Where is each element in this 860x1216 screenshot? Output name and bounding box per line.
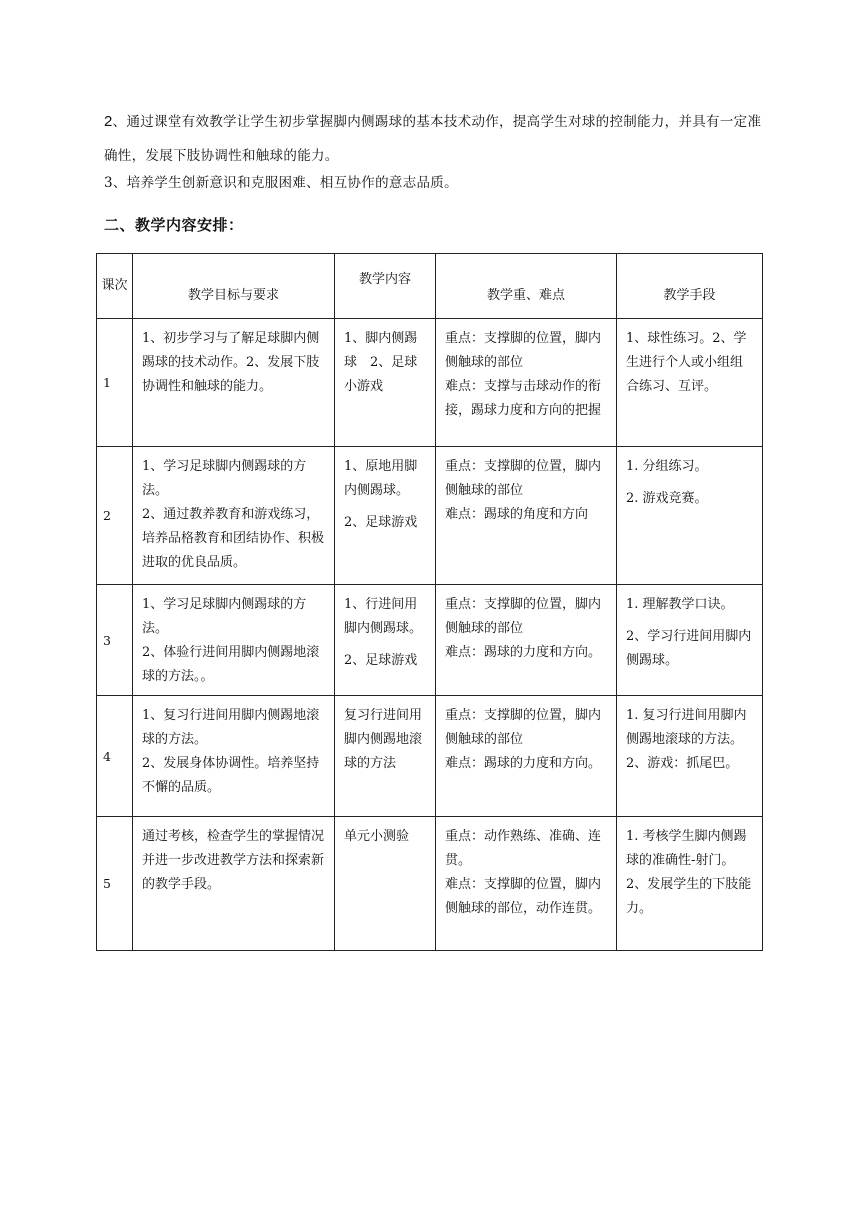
content-line: 1、行进间用脚内侧踢球。	[344, 597, 423, 636]
table-row	[97, 696, 763, 817]
methods-line: 1. 理解教学口诀。	[626, 597, 734, 612]
objective-paragraph-2	[104, 105, 764, 173]
goals-line: 2、体验行进间用脚内侧踢地滚球的方法。。	[142, 645, 320, 684]
lesson-number-cell	[97, 696, 133, 817]
goals-cell	[133, 817, 335, 951]
goals-line: 通过考核，检查学生的掌握情况并进一步改进教学方法和探索新的教学手段。	[142, 829, 325, 892]
keypoints-line: 重点：支撑脚的位置，脚内侧触球的部位	[445, 708, 602, 747]
keypoints-line: 难点：支撑与击球动作的衔接，踢球力度和方向的把握	[445, 379, 602, 418]
content-cell	[335, 585, 436, 696]
goals-cell	[133, 585, 335, 696]
objective-text: 、通过课堂有效教学让学生初步掌握脚内侧踢球的基本技术动作，提高学生对球的控制能力，并具有一定准确性，发展下肢协调性和触球的能力。	[104, 114, 762, 164]
methods-line: 1. 分组练习。	[626, 459, 708, 474]
lesson-number: 5	[103, 876, 111, 891]
methods-cell	[617, 585, 763, 696]
content-cell	[335, 447, 436, 585]
keypoints-cell	[436, 817, 617, 951]
keypoints-cell	[436, 447, 617, 585]
lesson-number-cell	[97, 817, 133, 951]
methods-line: 1. 复习行进间用脚内侧踢地滚球的方法。2、游戏：抓尾巴。	[626, 708, 747, 771]
content-cell	[335, 696, 436, 817]
methods-line: 1、球性练习。2、学生进行个人或小组组合练习、互评。	[626, 331, 747, 394]
content-line: 单元小测验	[344, 829, 410, 844]
keypoints-line: 难点：踢球的力度和方向。	[445, 645, 602, 660]
goals-cell	[133, 696, 335, 817]
lesson-number: 4	[103, 748, 111, 764]
goals-cell	[133, 447, 335, 585]
methods-line: 2. 游戏竞赛。	[626, 491, 708, 506]
methods-cell	[617, 447, 763, 585]
keypoints-line: 重点：支撑脚的位置，脚内侧触球的部位	[445, 331, 602, 370]
goals-line: 1、学习足球脚内侧踢球的方法。	[142, 597, 307, 636]
goals-line: 2、发展身体协调性。培养坚持不懈的品质。	[142, 756, 320, 795]
goals-line: 1、初步学习与了解足球脚内侧踢球的技术动作。2、发展下肢协调性和触球的能力。	[142, 331, 320, 394]
methods-cell	[617, 696, 763, 817]
methods-line: 2、学习行进间用脚内侧踢球。	[626, 629, 752, 668]
content-line: 1、原地用脚内侧踢球。	[344, 459, 418, 498]
content-line: 复习行进间用脚内侧踢地滚球的方法	[344, 708, 423, 771]
lesson-number: 2	[103, 508, 111, 523]
objective-paragraph-3: 3、培养学生创新意识和克服困难、相互协作的意志品质。	[104, 175, 458, 191]
objective-number: 2	[104, 113, 113, 130]
content-line: 1、脚内侧踢球 2、足球小游戏	[344, 331, 418, 394]
methods-cell	[617, 319, 763, 447]
table-row	[97, 319, 763, 447]
goals-line: 1、学习足球脚内侧踢球的方法。	[142, 459, 307, 498]
content-line: 2、足球游戏	[344, 653, 418, 668]
table-row	[97, 585, 763, 696]
header-lesson: 课次	[97, 254, 133, 319]
content-cell	[335, 817, 436, 951]
lesson-number: 3	[103, 632, 111, 648]
keypoints-line: 重点：动作熟练、准确、连贯。	[445, 829, 602, 868]
table-header-row	[97, 254, 763, 319]
lesson-number-cell	[97, 447, 133, 585]
header-keypoints: 教学重、难点	[436, 254, 617, 319]
goals-line: 1、复习行进间用脚内侧踢地滚球的方法。	[142, 708, 320, 747]
table-row	[97, 817, 763, 951]
keypoints-cell	[436, 585, 617, 696]
keypoints-line: 难点：踢球的角度和方向	[445, 507, 589, 522]
lesson-number-cell	[97, 585, 133, 696]
header-goals: 教学目标与要求	[133, 254, 335, 319]
goals-cell	[133, 319, 335, 447]
lesson-plan-table	[96, 253, 763, 951]
lesson-number: 1	[103, 375, 111, 390]
keypoints-cell	[436, 696, 617, 817]
keypoints-line: 重点：支撑脚的位置，脚内侧触球的部位	[445, 459, 602, 498]
header-methods: 教学手段	[617, 254, 763, 319]
goals-line: 2、通过教养教育和游戏练习，培养品格教育和团结协作、积极进取的优良品质。	[142, 507, 325, 570]
header-content: 教学内容	[335, 254, 436, 319]
section-title: 二、教学内容安排：	[104, 216, 244, 234]
keypoints-line: 重点：支撑脚的位置，脚内侧触球的部位	[445, 597, 602, 636]
lesson-number-cell	[97, 319, 133, 447]
keypoints-cell	[436, 319, 617, 447]
methods-line: 1. 考核学生脚内侧踢球的准确性-射门。2、发展学生的下肢能力。	[626, 829, 752, 916]
content-line: 2、足球游戏	[344, 515, 418, 530]
methods-cell	[617, 817, 763, 951]
keypoints-line: 难点：支撑脚的位置，脚内侧触球的部位，动作连贯。	[445, 877, 602, 916]
content-cell	[335, 319, 436, 447]
table-row	[97, 447, 763, 585]
keypoints-line: 难点：踢球的力度和方向。	[445, 756, 602, 771]
